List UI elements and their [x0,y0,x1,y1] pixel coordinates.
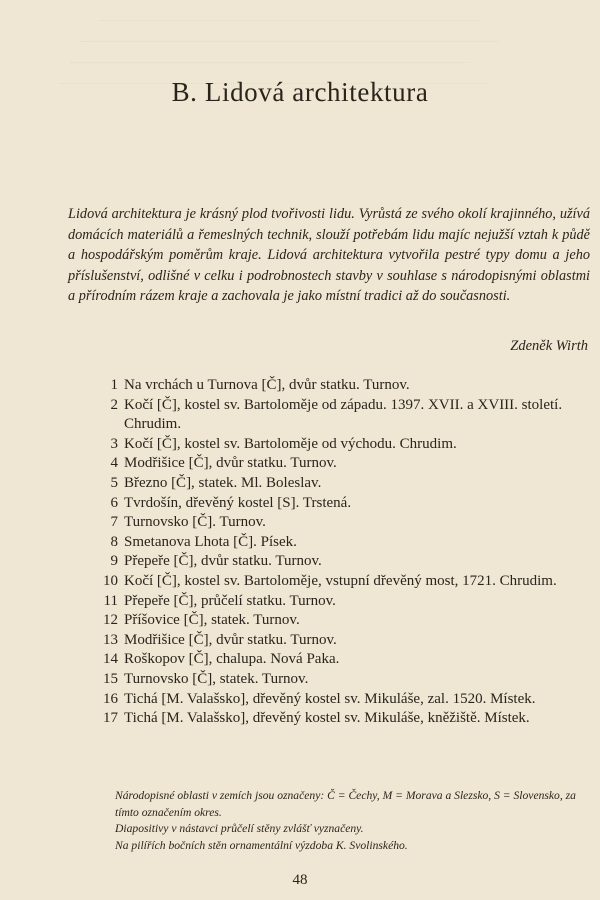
item-number: 11 [103,592,118,609]
footnote-line: Na pilířích bočních stěn ornamentální výzdoba K. Svolinského. [115,838,408,852]
list-item [90,592,590,612]
item-number: 4 [110,455,118,472]
item-text: Smetanova Lhota [Č]. Písek. [124,533,297,550]
list-item [90,611,590,631]
list-item [90,552,590,572]
item-number: 16 [103,690,118,707]
item-number: 12 [103,612,118,629]
list-item [90,572,590,592]
list-item [90,631,590,651]
section-title: B. Lidová architektura [171,77,429,107]
item-number: 14 [103,651,118,668]
item-text: Přepeře [Č], dvůr statku. Turnov. [124,553,322,570]
item-text: Turnovsko [Č], statek. Turnov. [124,670,309,687]
item-number: 7 [110,514,118,531]
intro-paragraph [68,204,590,307]
item-number: 2 [110,396,118,413]
list-item [90,670,590,690]
item-text: Tvrdošín, dřevěný kostel [S]. Trstená. [124,494,352,511]
list-item [90,474,590,494]
list-item [90,690,590,710]
page-number: 48 [292,872,308,888]
item-text: Modřišice [Č], dvůr statku. Turnov. [124,631,337,648]
list-item [90,454,590,474]
list-item [90,513,590,533]
item-number: 17 [103,710,118,727]
item-text: Kočí [Č], kostel sv. Bartoloměje od východu. Chrudim. [124,435,457,452]
item-text: Roškopov [Č], chalupa. Nová Paka. [124,651,340,668]
list-item [90,376,590,396]
item-number: 9 [110,553,118,570]
item-number: 10 [103,572,118,589]
show-through-texture [40,0,600,84]
item-text: Březno [Č], statek. Ml. Boleslav. [124,474,322,491]
item-text: Tichá [M. Valašsko], dřevěný kostel sv. Mikuláše, zal. 1520. Místek. [124,690,536,707]
footnote-line: Diapositivy v nástavci průčelí stěny zvlášť vyznačeny. [115,822,364,835]
item-number: 1 [110,377,118,393]
item-number: 8 [110,533,118,550]
list-item [90,396,590,435]
item-number: 3 [110,435,118,452]
item-text: Na vrchách u Turnova [Č], dvůr statku. Turnov. [124,377,410,393]
list-item [90,435,590,455]
item-text: Příšovice [Č], statek. Turnov. [124,612,300,629]
item-number: 5 [110,474,118,491]
list-item [90,494,590,514]
item-text: Modřišice [Č], dvůr statku. Turnov. [124,455,337,472]
item-text: Přepeře [Č], průčelí statku. Turnov. [124,592,336,609]
item-text: Turnovsko [Č]. Turnov. [124,514,266,531]
list-item [90,709,590,729]
footnotes [115,788,590,854]
list-item [90,533,590,553]
item-text: Kočí [Č], kostel sv. Bartoloměje od západu. 1397. XVII. a XVIII. století. Chrudim. [124,396,563,433]
item-text: Tichá [M. Valašsko], dřevěný kostel sv. Mikuláše, kněžiště. Místek. [124,710,530,727]
slide-list [90,376,590,729]
author-signature: Zdeněk Wirth [510,338,588,354]
item-number: 13 [103,631,118,648]
intro-text: Lidová architektura je krásný plod tvořivosti lidu. Vyrůstá ze svého okolí krajinného, užívá domácích materiálů a řemeslných technik, slouží potřebám lidu majíc nejužší vztah k půdě a hospodářským poměrům kraje. Lidová architektura vytvořila pestré typy domu a jeho příslušenství, odlišné v celku i podrobnostech stavby v souhlase s národopisnými oblastmi a přírodním rázem kraje a zachovala je jako místní tradici až do současnosti. [68,206,590,304]
list-item [90,650,590,670]
item-number: 15 [103,670,118,687]
item-number: 6 [110,494,118,511]
item-text: Kočí [Č], kostel sv. Bartoloměje, vstupní dřevěný most, 1721. Chrudim. [124,572,557,589]
footnote-line: Národopisné oblasti v zemích jsou označeny: Č = Čechy, M = Morava a Slezsko, S = Slovensko, za tímto označením okres. [115,789,576,819]
